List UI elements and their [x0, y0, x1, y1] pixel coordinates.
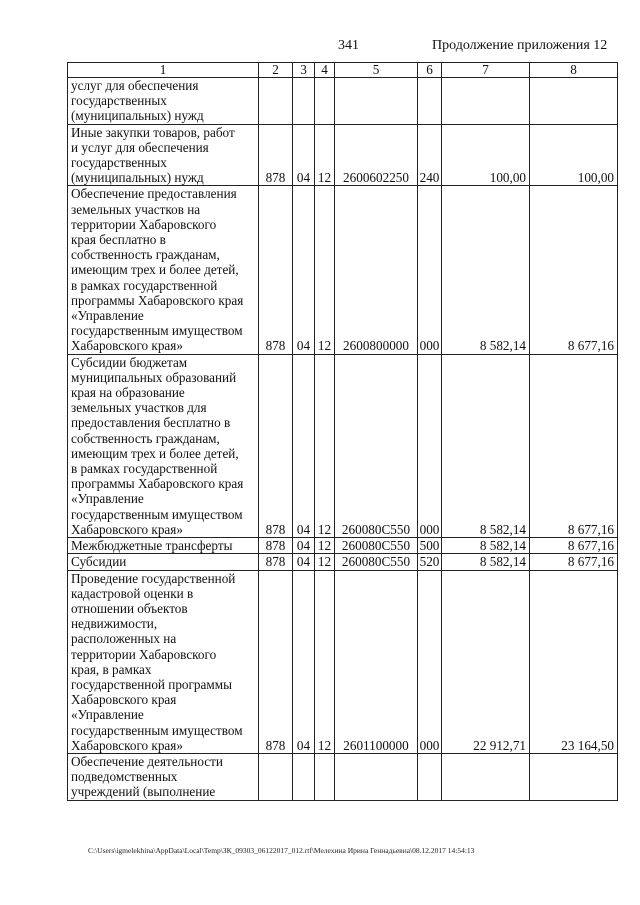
item-name-line: имеющим трех и более детей,	[71, 262, 239, 278]
amount-year-1: 100,00	[442, 124, 530, 186]
item-name-line: Хабаровского края	[71, 692, 177, 708]
item-name-line: «Управление	[71, 491, 144, 507]
item-name-line: Хабаровского края»	[71, 521, 183, 537]
item-name-line: расположенных на	[71, 631, 177, 647]
file-path-footer: C:\Users\igmelekhina\AppData\Local\Temp\ЗК_09303_06122017_012.rtf\Мелехина Ирина Геннадьевна\08.12.2017 14:54:13	[88, 846, 475, 855]
item-name-line: Проведение государственной	[71, 570, 236, 586]
target-code: 2600602250	[335, 124, 418, 186]
item-name-line: собственность гражданам,	[71, 430, 220, 446]
section-code: 04	[293, 570, 315, 753]
item-name-line: государственных	[71, 93, 167, 109]
table-row	[68, 753, 618, 800]
section-code: 04	[293, 354, 315, 537]
column-number: 6	[418, 63, 442, 78]
item-name-line: края на образование	[71, 385, 185, 401]
item-name	[68, 554, 259, 570]
item-name-line: «Управление	[71, 308, 144, 324]
expense-type-code: 520	[418, 554, 442, 570]
item-name-line: «Управление	[71, 707, 144, 723]
item-name-line: имеющим трех и более детей,	[71, 445, 239, 461]
item-name-line: Субсидии бюджетам	[71, 354, 188, 370]
item-name-line: в рамках государственной	[71, 461, 218, 477]
item-name-line: государственных	[71, 155, 167, 171]
subsection-code: 12	[315, 538, 335, 554]
section-code: 04	[293, 186, 315, 354]
item-name-line: Хабаровского края»	[71, 737, 183, 753]
ministry-code: 878	[259, 570, 293, 753]
amount-year-2: 8 677,16	[530, 186, 618, 354]
amount-year-2: 8 677,16	[530, 354, 618, 537]
subsection-code: 12	[315, 570, 335, 753]
subsection-code	[315, 78, 335, 125]
subsection-code: 12	[315, 554, 335, 570]
table-body	[68, 78, 618, 801]
item-name-line: и услуг для обеспечения	[71, 139, 209, 155]
table-row	[68, 78, 618, 125]
target-code: 2600800000	[335, 186, 418, 354]
item-name-line: собственность гражданам,	[71, 247, 220, 263]
item-name-line: подведомственных	[71, 769, 178, 785]
table-header	[68, 63, 618, 78]
column-number: 8	[530, 63, 618, 78]
item-name-line: Хабаровского края»	[71, 338, 183, 354]
amount-year-2: 8 677,16	[530, 554, 618, 570]
expense-type-code: 000	[418, 186, 442, 354]
ministry-code: 878	[259, 554, 293, 570]
expense-type-code: 500	[418, 538, 442, 554]
amount-year-1: 8 582,14	[442, 538, 530, 554]
item-name-line: края бесплатно в	[71, 232, 166, 248]
item-name	[68, 753, 259, 800]
amount-year-2: 8 677,16	[530, 538, 618, 554]
item-name-line: (муниципальных) нужд	[71, 108, 204, 124]
expense-type-code	[418, 753, 442, 800]
item-name-line: государственным имуществом	[71, 506, 243, 522]
budget-table	[67, 62, 618, 801]
item-name-line: Иные закупки товаров, работ	[71, 124, 235, 140]
table-row	[68, 354, 618, 537]
target-code	[335, 78, 418, 125]
item-name-line: земельных участков на	[71, 201, 201, 217]
amount-year-1: 8 582,14	[442, 186, 530, 354]
target-code: 260080С550	[335, 354, 418, 537]
column-number: 4	[315, 63, 335, 78]
section-code	[293, 78, 315, 125]
item-name	[68, 186, 259, 354]
item-name	[68, 570, 259, 753]
item-name-line: территории Хабаровского	[71, 216, 217, 232]
expense-type-code: 000	[418, 354, 442, 537]
ministry-code	[259, 753, 293, 800]
expense-type-code: 000	[418, 570, 442, 753]
item-name-line: государственным имуществом	[71, 323, 243, 339]
amount-year-1	[442, 78, 530, 125]
item-name	[68, 538, 259, 554]
table-row	[68, 538, 618, 554]
item-name-line: Обеспечение предоставления	[71, 186, 237, 202]
column-number: 1	[68, 63, 259, 78]
item-name-line: края, в рамках	[71, 661, 152, 677]
subsection-code: 12	[315, 186, 335, 354]
item-name-line: отношении объектов	[71, 600, 188, 616]
item-name-line: территории Хабаровского	[71, 646, 217, 662]
subsection-code	[315, 753, 335, 800]
column-number: 2	[259, 63, 293, 78]
item-name-line: программы Хабаровского края	[71, 476, 244, 492]
target-code	[335, 753, 418, 800]
item-name-line: Обеспечение деятельности	[71, 753, 223, 769]
target-code: 260080С550	[335, 538, 418, 554]
section-code	[293, 753, 315, 800]
amount-year-1: 22 912,71	[442, 570, 530, 753]
item-name-line: муниципальных образований	[71, 369, 237, 385]
target-code: 2601100000	[335, 570, 418, 753]
expense-type-code	[418, 78, 442, 125]
subsection-code: 12	[315, 124, 335, 186]
item-name-line: в рамках государственной	[71, 277, 218, 293]
ministry-code: 878	[259, 354, 293, 537]
amount-year-2: 23 164,50	[530, 570, 618, 753]
expense-type-code: 240	[418, 124, 442, 186]
item-name-line: услуг для обеспечения	[71, 78, 199, 93]
amount-year-2: 100,00	[530, 124, 618, 186]
item-name	[68, 78, 259, 125]
item-name-line: Субсидии	[71, 554, 127, 570]
column-number: 3	[293, 63, 315, 78]
table-row	[68, 186, 618, 354]
target-code: 260080С550	[335, 554, 418, 570]
table-row	[68, 570, 618, 753]
item-name-line: государственной программы	[71, 676, 232, 692]
item-name	[68, 124, 259, 186]
section-code: 04	[293, 538, 315, 554]
amount-year-2	[530, 753, 618, 800]
amount-year-2	[530, 78, 618, 125]
ministry-code: 878	[259, 124, 293, 186]
item-name-line: программы Хабаровского края	[71, 292, 244, 308]
column-number: 5	[335, 63, 418, 78]
column-number-row	[68, 63, 618, 78]
item-name-line: учреждений (выполнение	[71, 784, 216, 800]
subsection-code: 12	[315, 354, 335, 537]
section-code: 04	[293, 554, 315, 570]
table-row	[68, 554, 618, 570]
amount-year-1: 8 582,14	[442, 554, 530, 570]
amount-year-1: 8 582,14	[442, 354, 530, 537]
item-name-line: недвижимости,	[71, 616, 158, 632]
item-name-line: кадастровой оценки в	[71, 585, 194, 601]
item-name-line: предоставления бесплатно в	[71, 415, 231, 431]
item-name-line: земельных участков для	[71, 400, 207, 416]
appendix-label: Продолжение приложения 12	[432, 38, 608, 53]
table-row	[68, 124, 618, 186]
ministry-code: 878	[259, 538, 293, 554]
ministry-code: 878	[259, 186, 293, 354]
item-name	[68, 354, 259, 537]
item-name-line: государственным имуществом	[71, 722, 243, 738]
section-code: 04	[293, 124, 315, 186]
page-number: 341	[338, 38, 359, 53]
item-name-line: Межбюджетные трансферты	[71, 538, 233, 554]
item-name-line: (муниципальных) нужд	[71, 170, 204, 186]
column-number: 7	[442, 63, 530, 78]
amount-year-1	[442, 753, 530, 800]
ministry-code	[259, 78, 293, 125]
